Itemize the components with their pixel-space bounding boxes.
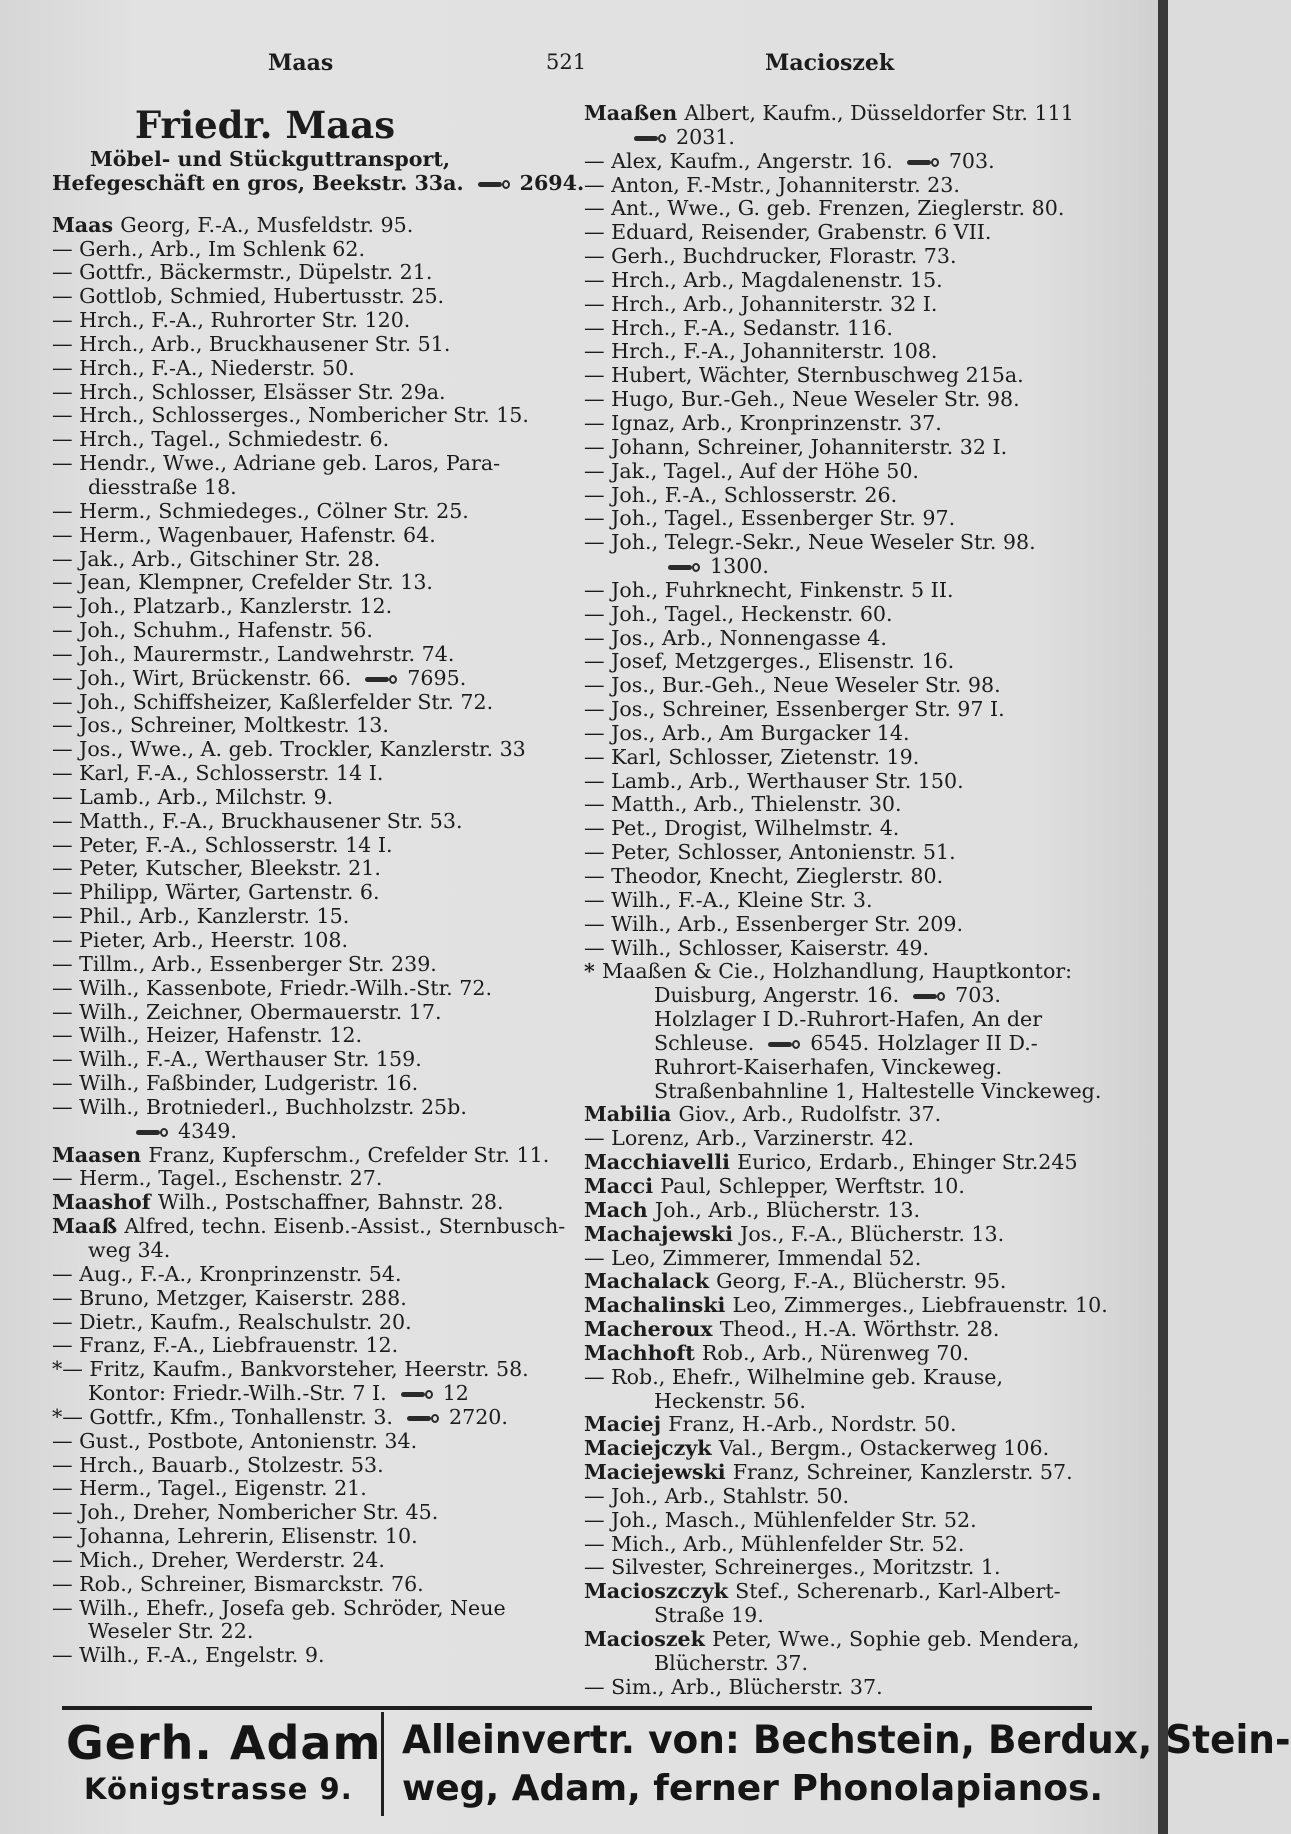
entry-text: Schleuse. [654, 1030, 755, 1055]
directory-entry [584, 340, 1094, 364]
directory-entry [584, 1580, 1094, 1604]
directory-entry [584, 412, 1094, 436]
entry-text: — Joh., Telegr.-Sekr., Neue Weseler Str. 98. [584, 530, 1036, 555]
entry-text: — Jak., Arb., Gitschiner Str. 28. [52, 546, 381, 571]
directory-entry [52, 857, 558, 881]
directory-entry [52, 1096, 558, 1120]
directory-entry [52, 1525, 558, 1549]
entry-text: — Mich., Dreher, Werderstr. 24. [52, 1547, 385, 1572]
directory-entry [584, 627, 1094, 651]
entry-text: — Wilh., F.-A., Werthauser Str. 159. [52, 1047, 422, 1072]
directory-entry [52, 1263, 558, 1287]
directory-entry [52, 333, 558, 357]
directory-entry [52, 1501, 558, 1525]
footer-ad-line-2: weg, Adam, ferner Phonolapianos. [402, 1768, 1104, 1809]
phone-number: 703. [955, 983, 1001, 1008]
ad-phone: 2694. [519, 170, 585, 195]
entry-text: — Hrch., Schlosserges., Nombericher Str. 15. [52, 403, 529, 428]
entry-text: — Joh., Schuhm., Hafenstr. 56. [52, 618, 373, 643]
directory-entry [584, 364, 1094, 388]
entry-text: — Hrch., F.-A., Sedanstr. 116. [584, 315, 893, 340]
directory-entry [584, 1293, 1108, 1318]
entry-text: Maciejczyk Val., Bergm., Ostackerweg 106. [584, 1436, 1050, 1461]
directory-entry [52, 1311, 558, 1335]
entry-text: — Eduard, Reisender, Grabenstr. 6 VII. [584, 220, 992, 245]
entry-text: — Joh., Schiffsheizer, Kaßlerfelder Str. 72. [52, 689, 494, 714]
directory-entry [52, 953, 558, 977]
entry-text: — Jos., Arb., Am Burgacker 14. [584, 720, 910, 745]
directory-entry [584, 913, 1094, 937]
telephone-icon [768, 1040, 800, 1049]
entry-text: — Tillm., Arb., Essenberger Str. 239. [52, 951, 437, 976]
entry-text: Maas Georg, F.-A., Musfeldstr. 95. [52, 212, 414, 237]
directory-entry [52, 762, 558, 786]
directory-entry [52, 500, 558, 524]
directory-entry [52, 381, 558, 405]
entry-text: Macchiavelli Eurico, Erdarb., Ehinger Str.245 [584, 1150, 1078, 1175]
directory-entry [584, 1676, 1094, 1700]
entry-text: — Hrch., Arb., Bruckhausener Str. 51. [52, 331, 451, 356]
entry-text: Machalack Georg, F.-A., Blücherstr. 95. [584, 1269, 1007, 1294]
entry-text: — Wilh., Schlosser, Kaiserstr. 49. [584, 935, 930, 960]
directory-entry [584, 150, 1094, 174]
entry-text: — Sim., Arb., Blücherstr. 37. [584, 1674, 883, 1699]
page-number: 521 [546, 50, 587, 74]
entry-text: — Herm., Wagenbauer, Hafenstr. 64. [52, 522, 436, 547]
directory-entry [584, 1008, 1094, 1032]
directory-entry [52, 1406, 558, 1430]
directory-entry [52, 238, 558, 262]
directory-entry [584, 937, 1094, 961]
directory-entry [52, 667, 558, 691]
directory-entry [584, 793, 1094, 817]
entry-text: — Hrch., F.-A., Niederstr. 50. [52, 355, 355, 380]
entry-text: * Maaßen & Cie., Holzhandlung, Hauptkontor: [584, 959, 1073, 984]
directory-entry [584, 1056, 1094, 1080]
entry-text: Mach Joh., Arb., Blücherstr. 13. [584, 1197, 921, 1222]
entry-text: — Wilh., Faßbinder, Ludgeristr. 16. [52, 1071, 419, 1096]
entry-text: — Ant., Wwe., G. geb. Frenzen, Zieglerstr. 80. [584, 196, 1065, 221]
ad-line-1: Möbel- und Stückguttransport, [89, 147, 451, 171]
directory-entry [584, 1247, 1094, 1271]
directory-entry [584, 317, 1094, 341]
footer-ad-name: Gerh. Adam [66, 1716, 382, 1770]
directory-entry [52, 571, 558, 595]
entry-text: — Jean, Klempner, Crefelder Str. 13. [52, 570, 433, 595]
entry-text: Macheroux Theod., H.-A. Wörthstr. 28. [584, 1317, 1000, 1342]
directory-entry [52, 1167, 558, 1191]
telephone-icon [634, 134, 666, 143]
entry-text: — Wilh., Kassenbote, Friedr.-Wilh.-Str. 72. [52, 975, 493, 1000]
entry-text: — Mich., Arb., Mühlenfelder Str. 52. [584, 1531, 965, 1556]
directory-entry [52, 929, 558, 953]
entry-text: — Joh., Arb., Stahlstr. 50. [584, 1483, 850, 1508]
entry-text: Machalinski Leo, Zimmerges., Liebfrauenstr. 10. [584, 1293, 1108, 1318]
entry-text: — Matth., F.-A., Bruckhausener Str. 53. [52, 808, 463, 833]
directory-entry [584, 507, 1094, 531]
directory-entry [584, 269, 1094, 293]
directory-entry [52, 1191, 558, 1215]
directory-entry [584, 1032, 1094, 1056]
entry-text: Machajewski Jos., F.-A., Blücherstr. 13. [584, 1221, 1005, 1246]
directory-entry [52, 404, 558, 428]
directory-entry [584, 197, 1094, 221]
directory-entry [584, 245, 1094, 269]
entry-text: Machhoft Rob., Arb., Nürenweg 70. [584, 1340, 970, 1365]
directory-entry [52, 524, 558, 548]
directory-entry [584, 1342, 1094, 1366]
entry-text: Mabilia Giov., Arb., Rudolfstr. 37. [584, 1102, 942, 1127]
directory-entry [584, 1175, 1094, 1199]
entry-text: Weseler Str. 22. [88, 1619, 254, 1644]
directory-entry [52, 357, 558, 381]
entry-text: — Jos., Schreiner, Moltkestr. 13. [52, 713, 389, 738]
footer-ad-line-1: Alleinvertr. von: Bechstein, Berdux, Stein- [402, 1718, 1291, 1763]
directory-entry [52, 1048, 558, 1072]
directory-entry [584, 1366, 1094, 1390]
entry-text: — Herm., Tagel., Eschenstr. 27. [52, 1166, 383, 1191]
directory-entry [584, 770, 1094, 794]
directory-entry [52, 476, 558, 500]
directory-entry [584, 1533, 1094, 1557]
directory-entry [52, 1644, 558, 1668]
directory-entry [52, 810, 558, 834]
entry-text: Blücherstr. 37. [654, 1650, 809, 1675]
entry-text: — Phil., Arb., Kanzlerstr. 15. [52, 904, 350, 929]
entry-text: — Wilh., Arb., Essenberger Str. 209. [584, 911, 964, 936]
entry-text: — Ignaz, Arb., Kronprinzenstr. 37. [584, 410, 942, 435]
directory-entry [52, 428, 558, 452]
directory-entry [52, 714, 558, 738]
directory-entry [52, 548, 558, 572]
directory-entry [584, 1199, 1094, 1223]
directory-entry [52, 1597, 558, 1621]
telephone-icon [668, 563, 700, 572]
directory-entry [52, 1120, 558, 1144]
entry-text: — Gust., Postbote, Antonienstr. 34. [52, 1428, 418, 1453]
scan-edge [1158, 0, 1168, 1834]
entry-text: — Wilh., Brotniederl., Buchholzstr. 25b. [52, 1094, 467, 1119]
entry-text: — Lorenz, Arb., Varzinerstr. 42. [584, 1126, 915, 1151]
entry-text: — Gerh., Buchdrucker, Florastr. 73. [584, 244, 957, 269]
directory-entry [52, 1382, 558, 1406]
directory-entry [52, 619, 558, 643]
entry-text: — Gottfr., Bäckermstr., Düpelstr. 21. [52, 260, 433, 285]
phone-number: 2720. [448, 1404, 508, 1429]
directory-entry [584, 1509, 1094, 1533]
telephone-icon [365, 675, 397, 684]
directory-entry [52, 1214, 566, 1239]
entry-text: — Josef, Metzgerges., Elisenstr. 16. [584, 649, 955, 674]
left-column [52, 102, 585, 1668]
directory-entry [52, 1287, 558, 1311]
entry-text: Maasen Franz, Kupferschm., Crefelder Str. 11. [52, 1142, 550, 1167]
directory-entry [584, 531, 1094, 555]
phone-number: 1300. [710, 554, 769, 579]
directory-entry [584, 698, 1094, 722]
directory-entry [52, 1454, 558, 1478]
telephone-icon [407, 1414, 439, 1423]
entry-text: — Hrch., F.-A., Ruhrorter Str. 120. [52, 308, 411, 333]
phone-number: 2031. [676, 124, 735, 149]
entry-text: Maaß Alfred, techn. Eisenb.-Assist., Sternbusch- [52, 1214, 566, 1239]
entry-text: — Herm., Schmiedeges., Cölner Str. 25. [52, 498, 469, 523]
phone-number: 6545. [810, 1030, 870, 1055]
entry-text: — Wilh., F.-A., Engelstr. 9. [52, 1643, 325, 1668]
entry-text: — Leo, Zimmerer, Immendal 52. [584, 1245, 922, 1270]
phone-number: 12 [442, 1381, 469, 1406]
directory-entry [584, 1078, 1102, 1104]
entry-text: — Joh., Fuhrknecht, Finkenstr. 5 II. [584, 577, 954, 602]
directory-entry [52, 1072, 558, 1096]
footer-rule-top [62, 1706, 1092, 1710]
entry-text: — Joh., F.-A., Schlosserstr. 26. [584, 482, 898, 507]
entry-text: — Lamb., Arb., Werthauser Str. 150. [584, 768, 964, 793]
ad-firm-name: Friedr. Maas [134, 103, 396, 147]
directory-entry [52, 309, 558, 333]
entry-text: Macci Paul, Schlepper, Werftstr. 10. [584, 1173, 965, 1198]
entry-text: Kontor: Friedr.-Wilh.-Str. 7 I. [88, 1381, 387, 1406]
entry-text: — Anton, F.-Mstr., Johanniterstr. 23. [584, 172, 960, 197]
directory-entry [52, 905, 558, 929]
entry-text: — Hrch., Arb., Magdalenenstr. 15. [584, 267, 943, 292]
directory-entry [584, 1461, 1094, 1485]
entry-text: — Joh., Tagel., Heckenstr. 60. [584, 601, 893, 626]
entry-text: — Johanna, Lehrerin, Elisenstr. 10. [52, 1524, 418, 1549]
directory-entry [584, 1103, 1094, 1127]
entry-text: — Hugo, Bur.-Geh., Neue Weseler Str. 98. [584, 387, 1020, 412]
entry-text: — Pet., Drogist, Wilhelmstr. 4. [584, 816, 900, 841]
directory-entry [584, 1270, 1094, 1294]
entry-text: — Joh., Tagel., Essenberger Str. 97. [584, 506, 956, 531]
entry-text: — Philipp, Wärter, Gartenstr. 6. [52, 880, 380, 905]
entry-text: — Gottlob, Schmied, Hubertusstr. 25. [52, 284, 445, 309]
entry-text: Ruhrort-Kaiserhafen, Vinckeweg. [654, 1054, 1003, 1079]
entry-text: — Hrch., F.-A., Johanniterstr. 108. [584, 339, 938, 364]
directory-entry [52, 452, 558, 476]
phone-number: 4349. [178, 1118, 237, 1143]
entry-text: — Wilh., Heizer, Hafenstr. 12. [52, 1023, 363, 1048]
directory-entry [52, 1620, 558, 1644]
entry-text: Straßenbahnline 1, Haltestelle Vinckeweg. [654, 1078, 1102, 1103]
entry-text: Duisburg, Angerstr. 16. [654, 983, 900, 1008]
directory-entry [584, 746, 1094, 770]
directory-entry [52, 261, 558, 285]
directory-entry [52, 1334, 558, 1358]
directory-entry [584, 960, 1094, 984]
entry-text: — Johann, Schreiner, Johanniterstr. 32 I. [584, 434, 1008, 459]
right-entries [584, 101, 1108, 1700]
entry-text: Holzlager I D.-Ruhrort-Hafen, An der [654, 1007, 1043, 1032]
directory-entry [52, 1024, 558, 1048]
entry-text: — Jak., Tagel., Auf der Höhe 50. [584, 458, 919, 483]
directory-entry [52, 834, 558, 858]
directory-entry [584, 1604, 1094, 1628]
telephone-icon [478, 180, 510, 189]
entry-text: — Wilh., Zeichner, Obermauerstr. 17. [52, 999, 442, 1024]
directory-entry [52, 738, 558, 762]
directory-entry [52, 595, 558, 619]
directory-entry [52, 881, 558, 905]
directory-entry [584, 221, 1094, 245]
directory-entry [584, 603, 1094, 627]
directory-entry [584, 1318, 1094, 1342]
entry-text: — Alex, Kaufm., Angerstr. 16. [584, 148, 893, 173]
left-entries [52, 212, 566, 1668]
entry-text: — Joh., Dreher, Nombericher Str. 45. [52, 1500, 439, 1525]
directory-entry [584, 889, 1094, 913]
directory-entry [52, 643, 558, 667]
directory-entry [584, 460, 1094, 484]
entry-text: — Jos., Arb., Nonnengasse 4. [584, 625, 887, 650]
directory-entry [52, 1430, 558, 1454]
directory-entry [584, 1223, 1094, 1247]
directory-entry [584, 1390, 1094, 1414]
entry-text: — Lamb., Arb., Milchstr. 9. [52, 784, 334, 809]
directory-entry [52, 1144, 558, 1168]
directory-entry [584, 579, 1094, 603]
directory-entry [584, 1628, 1094, 1652]
entry-text: — Peter, F.-A., Schlosserstr. 14 I. [52, 832, 393, 857]
entry-suffix: Holzlager II D.- [877, 1030, 1038, 1055]
telephone-icon [401, 1390, 433, 1399]
entry-text: — Silvester, Schreinerges., Moritzstr. 1. [584, 1555, 1001, 1580]
directory-entry [52, 691, 558, 715]
entry-text: — Theodor, Knecht, Zieglerstr. 80. [584, 864, 944, 888]
entry-text: Maciejewski Franz, Schreiner, Kanzlerstr. 57. [584, 1460, 1073, 1485]
directory-entry [584, 841, 1094, 865]
entry-text: Macioszek Peter, Wwe., Sophie geb. Mendera, [584, 1627, 1080, 1651]
directory-entry [584, 1652, 1094, 1676]
directory-entry [584, 388, 1094, 412]
entry-text: — Gerh., Arb., Im Schlenk 62. [52, 236, 365, 261]
directory-entry [584, 650, 1094, 674]
phone-number: 703. [948, 148, 995, 173]
spacer [52, 196, 558, 214]
directory-entry [584, 1437, 1094, 1461]
entry-text: — Dietr., Kaufm., Realschulstr. 20. [52, 1309, 412, 1334]
header-left: Maas [268, 50, 334, 76]
entry-text: — Hrch., Bauarb., Stolzestr. 53. [52, 1452, 384, 1477]
directory-entry [52, 285, 558, 309]
directory-entry [52, 786, 558, 810]
ad-line-2 [52, 170, 585, 196]
header-right: Macioszek [765, 50, 895, 76]
entry-text: Straße 19. [654, 1603, 764, 1628]
entry-text: — Joh., Masch., Mühlenfelder Str. 52. [584, 1507, 977, 1532]
directory-entry [584, 1556, 1094, 1580]
entry-text: weg 34. [88, 1237, 171, 1262]
directory-entry [52, 1573, 558, 1597]
entry-text: diesstraße 18. [88, 474, 237, 499]
entry-text: — Hendr., Wwe., Adriane geb. Laros, Para- [52, 451, 501, 476]
entry-text: — Hrch., Arb., Johanniterstr. 32 I. [584, 291, 938, 316]
directory-entry [584, 436, 1094, 460]
telephone-icon [136, 1128, 168, 1137]
entry-text: — Joh., Wirt, Brückenstr. 66. [52, 665, 352, 690]
telephone-icon [913, 992, 945, 1001]
entry-text: — Hrch., Tagel., Schmiedestr. 6. [52, 427, 390, 452]
entry-text: — Franz, F.-A., Liebfrauenstr. 12. [52, 1333, 399, 1358]
directory-entry [584, 1151, 1094, 1175]
directory-entry [52, 1549, 558, 1573]
entry-text: — Rob., Schreiner, Bismarckstr. 76. [52, 1571, 424, 1596]
entry-text: — Hrch., Schlosser, Elsässer Str. 29a. [52, 379, 446, 404]
ad-line-2-text: Hefegeschäft en gros, Beekstr. 33a. [52, 170, 464, 195]
directory-entry [584, 555, 1094, 579]
directory-entry [584, 817, 1094, 841]
entry-text: — Aug., F.-A., Kronprinzenstr. 54. [52, 1261, 402, 1286]
entry-text: Maashof Wilh., Postschaffner, Bahnstr. 28. [52, 1190, 504, 1215]
entry-text: — Wilh., F.-A., Kleine Str. 3. [584, 887, 873, 912]
entry-text: Macioszczyk Stef., Scherenarb., Karl-Albert- [584, 1579, 1061, 1604]
directory-entry [584, 674, 1094, 698]
entry-text: — Karl, F.-A., Schlosserstr. 14 I. [52, 761, 384, 786]
entry-text: — Joh., Maurermstr., Landwehrstr. 74. [52, 641, 455, 666]
phone-number: 7695. [407, 665, 467, 690]
right-column [584, 101, 1108, 1700]
entry-text: — Herm., Tagel., Eigenstr. 21. [52, 1476, 367, 1501]
entry-text: Maciej Franz, H.-Arb., Nordstr. 50. [584, 1412, 957, 1437]
entry-text: — Jos., Schreiner, Essenberger Str. 97 I. [584, 697, 1005, 722]
entry-text: Maaßen Albert, Kaufm., Düsseldorfer Str. 111 [584, 101, 1074, 125]
entry-text: — Peter, Schlosser, Antonienstr. 51. [584, 840, 956, 865]
telephone-icon [907, 158, 939, 167]
directory-entry [584, 484, 1094, 508]
footer-ad-street: Königstrasse 9. [84, 1772, 353, 1806]
entry-text: — Hubert, Wächter, Sternbuschweg 215a. [584, 363, 1024, 388]
directory-entry [584, 984, 1094, 1008]
entry-text: — Jos., Bur.-Geh., Neue Weseler Str. 98. [584, 673, 1001, 698]
entry-text: — Joh., Platzarb., Kanzlerstr. 12. [52, 594, 393, 619]
directory-entry [584, 174, 1094, 198]
entry-text: — Wilh., Ehefr., Josefa geb. Schröder, Neue [52, 1595, 506, 1620]
entry-text: — Bruno, Metzger, Kaiserstr. 288. [52, 1285, 407, 1310]
directory-entry [584, 1485, 1094, 1509]
directory-entry [584, 102, 1094, 126]
directory-entry [584, 865, 1094, 889]
footer-divider [381, 1712, 384, 1816]
directory-entry [584, 126, 1094, 150]
entry-text: — Pieter, Arb., Heerstr. 108. [52, 928, 348, 952]
directory-entry [584, 293, 1094, 317]
entry-text: — Matth., Arb., Thielenstr. 30. [584, 792, 902, 817]
entry-text: — Rob., Ehefr., Wilhelmine geb. Krause, [584, 1364, 1004, 1389]
directory-entry [52, 1358, 558, 1382]
directory-entry [52, 214, 558, 238]
entry-text: — Karl, Schlosser, Zietenstr. 19. [584, 744, 920, 769]
directory-entry [584, 1413, 1094, 1437]
directory-entry [584, 722, 1094, 746]
directory-entry [52, 1239, 558, 1263]
entry-text: *— Fritz, Kaufm., Bankvorsteher, Heerstr. 58. [52, 1357, 529, 1382]
entry-text: Heckenstr. 56. [654, 1388, 806, 1413]
directory-entry [584, 1127, 1094, 1151]
directory-entry [52, 977, 558, 1001]
entry-text: — Peter, Kutscher, Bleekstr. 21. [52, 856, 381, 881]
directory-entry [52, 1001, 558, 1025]
entry-text: — Jos., Wwe., A. geb. Trockler, Kanzlerstr. 33 [52, 737, 526, 762]
entry-text: *— Gottfr., Kfm., Tonhallenstr. 3. [52, 1404, 393, 1429]
directory-entry [52, 1477, 558, 1501]
